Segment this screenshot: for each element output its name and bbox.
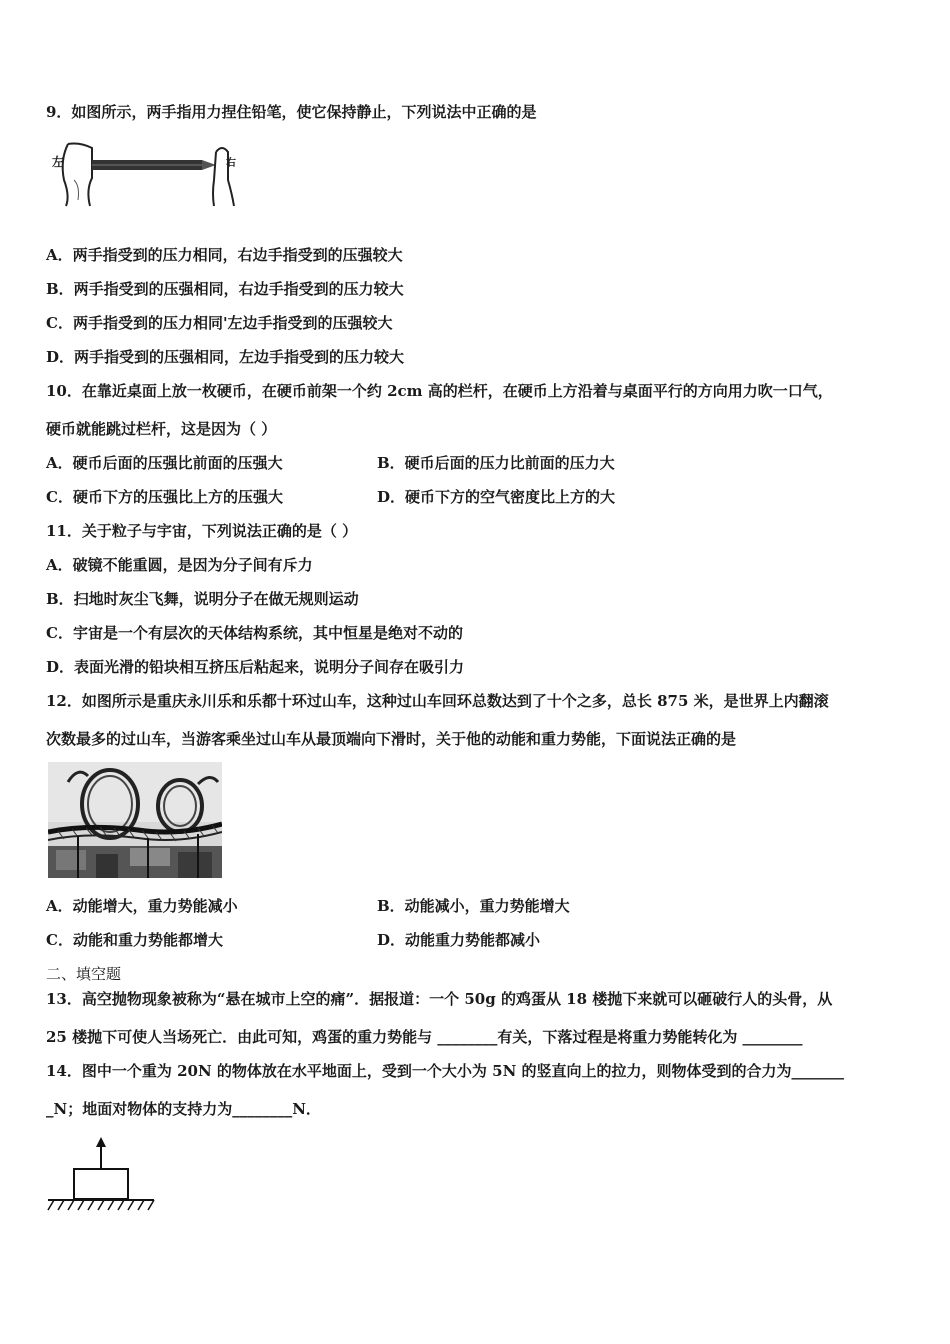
q9-option-d: D．两手指受到的压强相同，左边手指受到的压力较大 [46, 348, 405, 366]
q14-line1: 14．图中一个重为 20N 的物体放在水平地面上，受到一个大小为 5N 的竖直向上的拉力，则物体受到的合力为_______ [46, 1062, 845, 1080]
q10-option-c: C．硬币下方的压强比上方的压强大 [46, 488, 283, 506]
q9-option-a: A．两手指受到的压力相同，右边手指受到的压强较大 [46, 246, 403, 264]
q12-option-d: D．动能重力势能都减小 [377, 931, 541, 949]
q10-option-d: D．硬币下方的空气密度比上方的大 [377, 488, 616, 506]
q13-line1: 13．高空抛物现象被称为“悬在城市上空的痛”．据报道：一个 50g 的鸡蛋从 18 楼抛下来就可以砸破行人的头骨，从 [46, 990, 833, 1008]
q9-option-b: B．两手指受到的压强相同，右边手指受到的压力较大 [46, 280, 404, 298]
q9-stem: 9．如图所示，两手指用力捏住铅笔，使它保持静止，下列说法中正确的是 [46, 103, 537, 121]
q10-stem-line1: 10．在靠近桌面上放一枚硬币，在硬币前架一个约 2cm 高的栏杆，在硬币上方沿着与桌面平行的方向用力吹一口气， [46, 382, 833, 400]
pencil-figure [50, 140, 242, 208]
q12-option-c: C．动能和重力势能都增大 [46, 931, 223, 949]
block-force-diagram [44, 1135, 158, 1215]
q10-option-a: A．硬币后面的压强比前面的压强大 [46, 454, 283, 472]
q14-line2: _N；地面对物体的支持力为________N． [46, 1100, 321, 1118]
section-heading: 二、填空题 [46, 965, 122, 983]
q12-option-a: A．动能增大，重力势能减小 [46, 897, 238, 915]
q13-line2: 25 楼抛下可使人当场死亡．由此可知，鸡蛋的重力势能与 ________有关，下落过程是将重力势能转化为 ________ [46, 1028, 803, 1046]
q12-stem-line2: 次数最多的过山车，当游客乘坐过山车从最顶端向下滑时，关于他的动能和重力势能，下面说法正确的是 [46, 730, 737, 748]
q11-stem: 11．关于粒子与宇宙，下列说法正确的是（ ） [46, 522, 358, 540]
figure-label-left: 左 [52, 155, 65, 169]
q10-stem-line2: 硬币就能跳过栏杆，这是因为（ ） [46, 420, 277, 438]
q9-option-c: C．两手指受到的压力相同'左边手指受到的压强较大 [46, 314, 393, 332]
q11-option-a: A．破镜不能重圆，是因为分子间有斥力 [46, 556, 313, 574]
q11-option-d: D．表面光滑的铅块相互挤压后粘起来，说明分子间存在吸引力 [46, 658, 465, 676]
figure-label-right: 右 [226, 158, 236, 169]
q11-option-c: C．宇宙是一个有层次的天体结构系统，其中恒星是绝对不动的 [46, 624, 463, 642]
q12-option-b: B．动能减小，重力势能增大 [377, 897, 570, 915]
q12-stem-line1: 12．如图所示是重庆永川乐和乐都十环过山车，这种过山车回环总数达到了十个之多，总长 875 米，是世界上内翻滚 [46, 692, 829, 710]
q10-option-b: B．硬币后面的压力比前面的压力大 [377, 454, 615, 472]
roller-coaster-photo [48, 762, 222, 878]
q11-option-b: B．扫地时灰尘飞舞，说明分子在做无规则运动 [46, 590, 359, 608]
